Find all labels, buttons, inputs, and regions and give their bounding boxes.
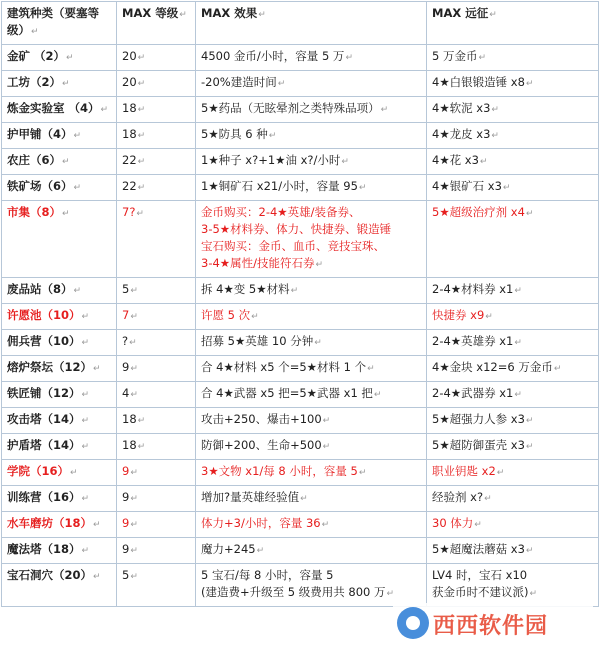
building-name-cell [2, 71, 117, 97]
building-name: 魔法塔（18）↵ [7, 542, 90, 556]
max-expedition-cell [427, 304, 599, 330]
paragraph-mark-icon: ↵ [66, 53, 74, 63]
building-name-cell [2, 538, 117, 564]
paragraph-mark-icon: ↵ [474, 520, 482, 530]
paragraph-mark-icon: ↵ [81, 338, 90, 348]
table-row [2, 434, 599, 460]
paragraph-mark-icon: ↵ [258, 10, 266, 20]
expedition-line: 4★白银锻造锤 x8↵ [432, 75, 534, 89]
max-level-cell [117, 97, 196, 123]
max-level: 20↵ [122, 75, 146, 89]
paragraph-mark-icon: ↵ [62, 209, 70, 219]
effect-line: 攻击+250、爆击+100↵ [201, 412, 331, 426]
building-name-cell [2, 175, 117, 201]
expedition-line: 快捷券 x9↵ [432, 308, 493, 322]
max-effect-cell [196, 201, 427, 278]
building-name: 农庄（6）↵ [7, 153, 70, 167]
table-row [2, 512, 599, 538]
max-level: 9↵ [122, 490, 138, 504]
header-max-level: MAX 等级↵ [117, 2, 196, 45]
paragraph-mark-icon: ↵ [130, 468, 138, 478]
max-level: 7↵ [122, 308, 138, 322]
expedition-line: 30 体力↵ [432, 516, 482, 530]
paragraph-mark-icon: ↵ [137, 442, 146, 452]
effect-line: 拆 4★变 5★材料↵ [201, 282, 299, 296]
building-name: 学院（16）↵ [7, 464, 78, 478]
table-row [2, 149, 599, 175]
max-level: 22↵ [122, 153, 146, 167]
building-name: 许愿池（10）↵ [7, 308, 90, 322]
paragraph-mark-icon: ↵ [496, 468, 505, 478]
expedition-line: 5★超强力人参 x3↵ [432, 412, 534, 426]
max-effect-cell [196, 71, 427, 97]
max-level-cell [117, 460, 196, 486]
paragraph-mark-icon: ↵ [137, 131, 146, 141]
max-level: 18↵ [122, 412, 146, 426]
watermark-text: 西西软件园 [433, 614, 549, 639]
paragraph-mark-icon: ↵ [81, 416, 90, 426]
building-name: 铁矿场（6）↵ [7, 179, 82, 193]
max-expedition-cell [427, 123, 599, 149]
expedition-line: 经验剂 x?↵ [432, 490, 492, 504]
max-effect-cell [196, 304, 427, 330]
paragraph-mark-icon: ↵ [525, 442, 534, 452]
table-row [2, 45, 599, 71]
paragraph-mark-icon: ↵ [322, 416, 331, 426]
paragraph-mark-icon: ↵ [321, 520, 330, 530]
max-expedition-cell [427, 460, 599, 486]
building-name-cell [2, 149, 117, 175]
header-max-expedition: MAX 远征↵ [427, 2, 599, 45]
effect-line: 魔力+245↵ [201, 542, 265, 556]
expedition-line: 2-4★材料券 x1↵ [432, 282, 522, 296]
paragraph-mark-icon: ↵ [484, 494, 492, 504]
paragraph-mark-icon: ↵ [367, 364, 375, 374]
paragraph-mark-icon: ↵ [137, 105, 146, 115]
paragraph-mark-icon: ↵ [489, 10, 497, 20]
paragraph-mark-icon: ↵ [529, 589, 538, 599]
max-level-cell [117, 356, 196, 382]
effect-line: -20%建造时间↵ [201, 75, 286, 89]
effect-line: 3-4★属性/技能符石券↵ [201, 256, 324, 270]
paragraph-mark-icon: ↵ [130, 494, 138, 504]
paragraph-mark-icon: ↵ [514, 390, 522, 400]
expedition-line: 4★金块 x12=6 万金币↵ [432, 360, 562, 374]
max-effect-cell [196, 408, 427, 434]
table-row [2, 97, 599, 123]
max-level-cell [117, 71, 196, 97]
max-expedition-cell [427, 45, 599, 71]
building-name-cell [2, 278, 117, 304]
paragraph-mark-icon: ↵ [129, 338, 137, 348]
paragraph-mark-icon: ↵ [136, 209, 144, 219]
expedition-line: 4★银矿石 x3↵ [432, 179, 511, 193]
max-expedition-cell [427, 382, 599, 408]
paragraph-mark-icon: ↵ [553, 364, 562, 374]
building-name-cell [2, 408, 117, 434]
max-expedition-cell [427, 486, 599, 512]
paragraph-mark-icon: ↵ [525, 416, 534, 426]
paragraph-mark-icon: ↵ [93, 364, 101, 374]
max-level: 22↵ [122, 179, 146, 193]
building-name-cell [2, 330, 117, 356]
max-expedition-cell [427, 408, 599, 434]
table-row [2, 408, 599, 434]
paragraph-mark-icon: ↵ [31, 27, 39, 37]
paragraph-mark-icon: ↵ [73, 183, 82, 193]
effect-line: 合 4★武器 x5 把=5★武器 x1 把↵ [201, 386, 382, 400]
paragraph-mark-icon: ↵ [256, 546, 265, 556]
effect-line: 许愿 5 次↵ [201, 308, 259, 322]
paragraph-mark-icon: ↵ [130, 390, 138, 400]
max-level: 18↵ [122, 101, 146, 115]
effect-line: 5 宝石/每 8 小时，容量 5 [201, 568, 334, 582]
effect-line: 金币购买：2-4★英雄/装备券、 [201, 205, 361, 219]
paragraph-mark-icon: ↵ [93, 572, 101, 582]
paragraph-mark-icon: ↵ [491, 105, 499, 115]
building-name-cell [2, 97, 117, 123]
effect-line: 3★文物 x1/每 8 小时，容量 5↵ [201, 464, 367, 478]
paragraph-mark-icon: ↵ [514, 338, 522, 348]
paragraph-mark-icon: ↵ [345, 53, 353, 63]
building-name-cell [2, 460, 117, 486]
paragraph-mark-icon: ↵ [137, 79, 146, 89]
paragraph-mark-icon: ↵ [73, 131, 82, 141]
effect-line: 招募 5★英雄 10 分钟↵ [201, 334, 322, 348]
effect-line: 5★防具 6 种↵ [201, 127, 277, 141]
max-level: ?↵ [122, 334, 137, 348]
max-expedition-cell [427, 201, 599, 278]
building-name-cell [2, 123, 117, 149]
max-level: 5↵ [122, 568, 138, 582]
expedition-line: 2-4★英雄券 x1↵ [432, 334, 522, 348]
building-name: 护盾塔（14）↵ [7, 438, 90, 452]
paragraph-mark-icon: ↵ [62, 79, 70, 89]
paragraph-mark-icon: ↵ [130, 286, 138, 296]
building-name-cell [2, 304, 117, 330]
building-name: 金矿 （2）↵ [7, 49, 74, 63]
paragraph-mark-icon: ↵ [525, 209, 534, 219]
header-max-effect: MAX 效果↵ [196, 2, 427, 45]
max-level-cell [117, 45, 196, 71]
max-level: 9↵ [122, 360, 138, 374]
max-effect-cell [196, 512, 427, 538]
paragraph-mark-icon: ↵ [491, 131, 499, 141]
effect-line: 宝石购买：金币、血币、竞技宝珠、 [201, 239, 385, 253]
paragraph-mark-icon: ↵ [358, 183, 367, 193]
max-effect-cell [196, 123, 427, 149]
max-expedition-cell [427, 175, 599, 201]
max-expedition-cell [427, 149, 599, 175]
max-effect-cell [196, 486, 427, 512]
max-level: 7?↵ [122, 205, 144, 219]
paragraph-mark-icon: ↵ [514, 286, 522, 296]
table-row [2, 123, 599, 149]
effect-line: 4500 金币/小时，容量 5 万↵ [201, 49, 353, 63]
paragraph-mark-icon: ↵ [130, 572, 138, 582]
paragraph-mark-icon: ↵ [479, 157, 488, 167]
paragraph-mark-icon: ↵ [485, 312, 493, 322]
paragraph-mark-icon: ↵ [322, 442, 331, 452]
paragraph-mark-icon: ↵ [268, 131, 277, 141]
table-row [2, 175, 599, 201]
max-level-cell [117, 382, 196, 408]
paragraph-mark-icon: ↵ [62, 157, 70, 167]
table-row [2, 304, 599, 330]
paragraph-mark-icon: ↵ [100, 105, 109, 115]
paragraph-mark-icon: ↵ [130, 520, 138, 530]
paragraph-mark-icon: ↵ [70, 468, 78, 478]
building-name-cell [2, 356, 117, 382]
expedition-line: LV4 时，宝石 x10 [432, 568, 528, 582]
paragraph-mark-icon: ↵ [137, 183, 146, 193]
paragraph-mark-icon: ↵ [81, 312, 90, 322]
building-name-cell [2, 434, 117, 460]
building-name: 废品站（8）↵ [7, 282, 82, 296]
effect-line: 5★药品（无眩晕剂之类特殊品项）↵ [201, 101, 389, 115]
max-level-cell [117, 201, 196, 278]
max-effect-cell [196, 149, 427, 175]
building-name: 宝石洞穴（20）↵ [7, 568, 101, 582]
effect-line: 合 4★材料 x5 个=5★材料 1 个↵ [201, 360, 375, 374]
paragraph-mark-icon: ↵ [81, 390, 90, 400]
max-level-cell [117, 149, 196, 175]
table-row [2, 71, 599, 97]
max-effect-cell [196, 330, 427, 356]
expedition-line: 5★超魔法蘑菇 x3↵ [432, 542, 534, 556]
building-name-cell [2, 382, 117, 408]
paragraph-mark-icon: ↵ [137, 416, 146, 426]
paragraph-mark-icon: ↵ [137, 157, 146, 167]
header-row [2, 2, 599, 45]
table-row [2, 330, 599, 356]
building-name: 训练营（16）↵ [7, 490, 90, 504]
expedition-line: 5★超级治疗剂 x4↵ [432, 205, 534, 219]
table-row [2, 538, 599, 564]
table-row [2, 486, 599, 512]
sisoft-logo-icon [397, 607, 429, 639]
building-name-cell [2, 512, 117, 538]
building-name: 攻击塔（14）↵ [7, 412, 90, 426]
max-level-cell [117, 304, 196, 330]
paragraph-mark-icon: ↵ [478, 53, 487, 63]
paragraph-mark-icon: ↵ [137, 53, 146, 63]
max-level-cell [117, 175, 196, 201]
max-expedition-cell [427, 97, 599, 123]
max-level: 18↵ [122, 438, 146, 452]
paragraph-mark-icon: ↵ [81, 442, 90, 452]
effect-line: 体力+3/小时，容量 36↵ [201, 516, 330, 530]
paragraph-mark-icon: ↵ [386, 589, 395, 599]
max-effect-cell [196, 45, 427, 71]
max-level-cell [117, 408, 196, 434]
max-level-cell [117, 538, 196, 564]
max-effect-cell [196, 175, 427, 201]
max-level-cell [117, 512, 196, 538]
max-level-cell [117, 434, 196, 460]
paragraph-mark-icon: ↵ [73, 286, 82, 296]
max-effect-cell [196, 434, 427, 460]
max-effect-cell [196, 460, 427, 486]
building-name: 佣兵营（10）↵ [7, 334, 90, 348]
header-building: 建筑种类（要塞等级）↵ [2, 2, 117, 45]
paragraph-mark-icon: ↵ [130, 546, 138, 556]
building-name: 熔炉祭坛（12）↵ [7, 360, 101, 374]
paragraph-mark-icon: ↵ [251, 312, 259, 322]
max-expedition-cell [427, 434, 599, 460]
max-level-cell [117, 278, 196, 304]
table-row [2, 564, 599, 607]
expedition-line: 4★软泥 x3↵ [432, 101, 499, 115]
max-expedition-cell [427, 278, 599, 304]
building-name: 水车磨坊（18）↵ [7, 516, 101, 530]
max-level: 9↵ [122, 542, 138, 556]
table-row [2, 382, 599, 408]
expedition-line: 职业钥匙 x2↵ [432, 464, 505, 478]
max-level: 9↵ [122, 516, 138, 530]
paragraph-mark-icon: ↵ [315, 260, 324, 270]
max-level: 5↵ [122, 282, 138, 296]
max-expedition-cell [427, 71, 599, 97]
max-effect-cell [196, 538, 427, 564]
building-name: 铁匠铺（12）↵ [7, 386, 90, 400]
max-level: 4↵ [122, 386, 138, 400]
paragraph-mark-icon: ↵ [81, 494, 90, 504]
paragraph-mark-icon: ↵ [81, 546, 90, 556]
max-level-cell [117, 123, 196, 149]
effect-line: (建造费+升级至 5 级费用共 800 万↵ [201, 585, 395, 599]
max-expedition-cell [427, 538, 599, 564]
building-name: 炼金实验室 （4）↵ [7, 101, 109, 115]
paragraph-mark-icon: ↵ [525, 546, 534, 556]
paragraph-mark-icon: ↵ [525, 79, 534, 89]
paragraph-mark-icon: ↵ [300, 494, 308, 504]
max-expedition-cell [427, 356, 599, 382]
paragraph-mark-icon: ↵ [179, 10, 187, 20]
max-level: 18↵ [122, 127, 146, 141]
effect-line: 3-5★材料券、体力、快捷券、锻造锤 [201, 222, 392, 236]
building-name-cell [2, 201, 117, 278]
max-expedition-cell [427, 512, 599, 538]
paragraph-mark-icon: ↵ [130, 364, 138, 374]
effect-line: 1★铜矿石 x21/小时，容量 95↵ [201, 179, 367, 193]
max-level-cell [117, 486, 196, 512]
table-row [2, 356, 599, 382]
expedition-line: 4★龙皮 x3↵ [432, 127, 499, 141]
paragraph-mark-icon: ↵ [380, 105, 389, 115]
expedition-line: 获金币时不建议派)↵ [432, 585, 538, 599]
paragraph-mark-icon: ↵ [341, 157, 349, 167]
max-level: 9↵ [122, 464, 138, 478]
table-row [2, 460, 599, 486]
building-name-cell [2, 45, 117, 71]
max-level-cell [117, 564, 196, 607]
effect-line: 防御+200、生命+500↵ [201, 438, 331, 452]
paragraph-mark-icon: ↵ [93, 520, 101, 530]
expedition-line: 4★花 x3↵ [432, 153, 488, 167]
expedition-line: 2-4★武器券 x1↵ [432, 386, 522, 400]
paragraph-mark-icon: ↵ [314, 338, 322, 348]
watermark [393, 603, 593, 643]
max-level: 20↵ [122, 49, 146, 63]
expedition-line: 5 万金币↵ [432, 49, 487, 63]
effect-line: 1★种子 x?+1★油 x?/小时↵ [201, 153, 349, 167]
table-row [2, 278, 599, 304]
paragraph-mark-icon: ↵ [373, 390, 382, 400]
max-expedition-cell [427, 564, 599, 607]
max-effect-cell [196, 278, 427, 304]
building-name: 市集（8）↵ [7, 205, 70, 219]
max-effect-cell [196, 382, 427, 408]
table-row [2, 201, 599, 278]
max-effect-cell [196, 356, 427, 382]
expedition-line: 5★超防御蛋壳 x3↵ [432, 438, 534, 452]
max-expedition-cell [427, 330, 599, 356]
paragraph-mark-icon: ↵ [290, 286, 299, 296]
max-effect-cell [196, 97, 427, 123]
building-name: 工坊（2）↵ [7, 75, 70, 89]
max-level-cell [117, 330, 196, 356]
effect-line: 增加?量英雄经验值↵ [201, 490, 308, 504]
paragraph-mark-icon: ↵ [277, 79, 286, 89]
max-effect-cell [196, 564, 427, 607]
paragraph-mark-icon: ↵ [358, 468, 367, 478]
building-name-cell [2, 564, 117, 607]
buildings-table [1, 1, 599, 607]
building-name-cell [2, 486, 117, 512]
paragraph-mark-icon: ↵ [502, 183, 511, 193]
building-name: 护甲铺（4）↵ [7, 127, 82, 141]
paragraph-mark-icon: ↵ [130, 312, 138, 322]
